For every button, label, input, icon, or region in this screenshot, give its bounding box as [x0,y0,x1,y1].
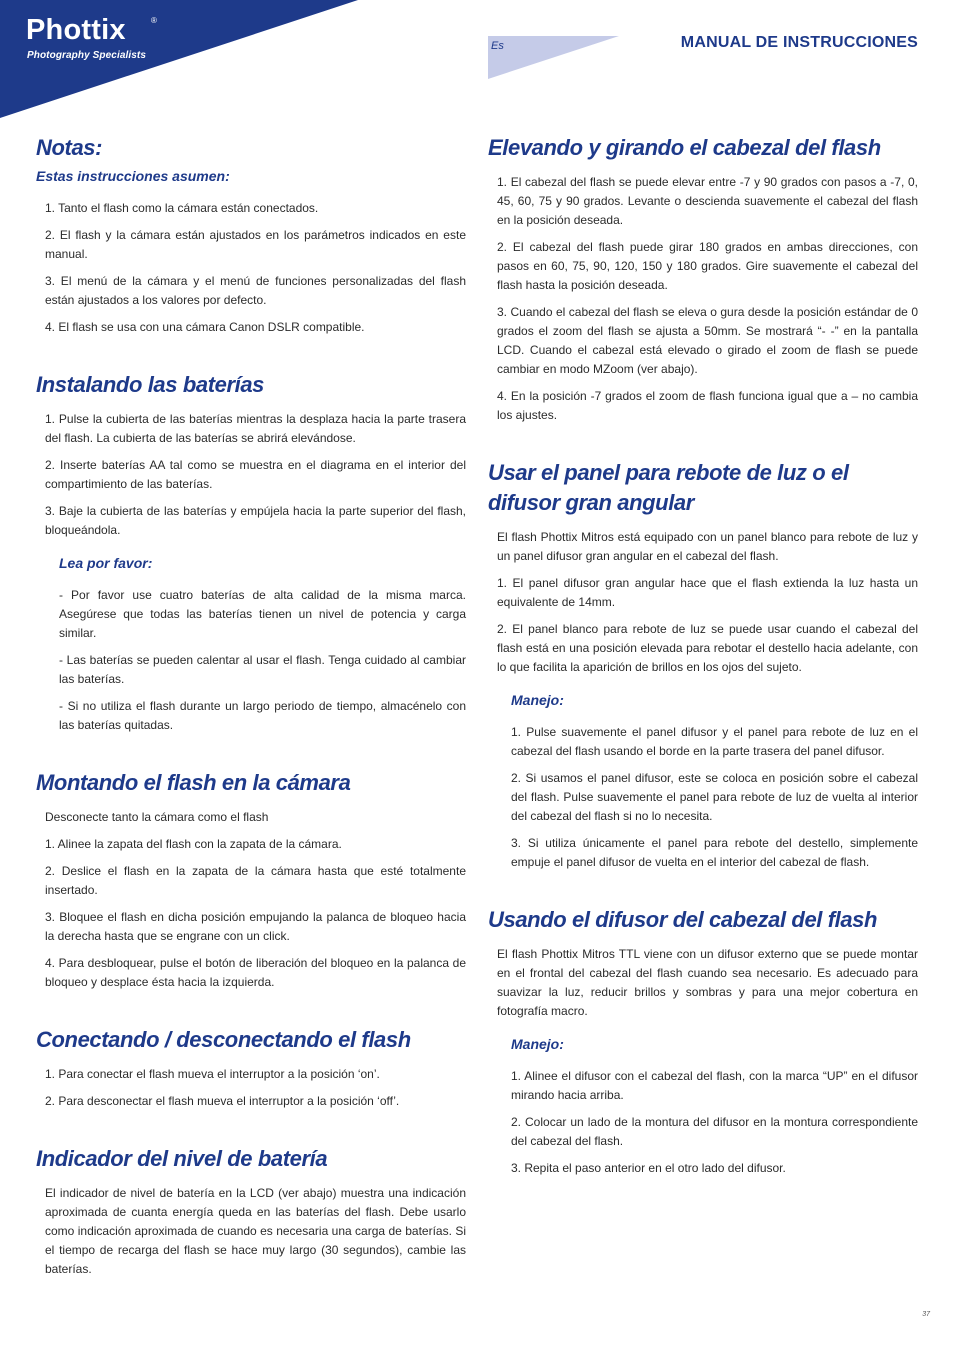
notas-item: 2. El flash y la cámara están ajustados en los parámetros indicados en este manual. [45,228,466,261]
panel-manejo-title: Manejo: [511,692,564,708]
panel-manejo-item: 3. Si utiliza únicamente el panel para rebote del destello, simplemente empuje el panel difusor de vuelta en el interior del cabezal de flash. [511,836,918,869]
brand-logo: Phottix [26,14,126,46]
right-column [488,128,918,1178]
elevando-item: 2. El cabezal del flash puede girar 180 grados en ambas direcciones, con pasos en 60, 75, 90, 120, 150 y 180 grados. Gire suavemente el cabezal del flash hasta la posición deseada. [497,240,918,292]
difusor-manejo-item: 3. Repita el paso anterior en el otro lado del difusor. [511,1161,786,1175]
elevando-item: 3. Cuando el cabezal del flash se eleva o gura desde la posición estándar de 0 grados el zoom del flash se ajusta a 50mm. Se mostrará “- -” en la pantalla LCD. Cuando el cabezal está elevado o girado el zoom de flash se puede cambiar en modo MZoom (ver abajo). [497,305,918,376]
elevando-item: 1. El cabezal del flash se puede elevar entre -7 y 90 grados con pasos a -7, 0, 45, 60, 75 y 90 grados. Levante o descienda suavemente el cabezal del flash en la posición deseada. [497,175,918,227]
baterias-item: 1. Pulse la cubierta de las baterías mientras la desplaza hacia la parte trasera del flash. La cubierta de las baterías se abrirá elevándose. [45,412,466,445]
panel-item: 2. El panel blanco para rebote de luz se puede usar cuando el cabezal del flash está en una posición elevada para rebotar el destello hacia adelante, con lo que facilita la aparición de brillos en los ojos del sujeto. [497,622,918,674]
montando-item: 2. Deslice el flash en la zapata de la cámara hasta que esté totalmente insertado. [45,864,466,897]
section-title-panel: Usar el panel para rebote de luz o el difusor gran angular [488,460,849,515]
montando-item: 3. Bloquee el flash en dicha posición empujando la palanca de bloqueo hacia la derecha hasta que se engrane con un click. [45,910,466,943]
montando-intro: Desconecte tanto la cámara como el flash [45,810,269,824]
notas-item: 3. El menú de la cámara y el menú de funciones personalizadas del flash están ajustados a los valores por defecto. [45,274,466,307]
conectando-item: 1. Para conectar el flash mueva el interruptor a la posición ‘on’. [45,1067,380,1081]
registered-mark: ® [151,16,157,25]
page-number: 37 [922,1311,930,1318]
montando-item: 1. Alinee la zapata del flash con la zapata de la cámara. [45,837,342,851]
notas-subtitle: Estas instrucciones asumen: [36,168,230,184]
manual-title: MANUAL DE INSTRUCCIONES [680,34,918,51]
panel-intro: El flash Phottix Mitros está equipado con un panel blanco para rebote de luz y un panel difusor gran angular en el cabezal del flash. [497,530,918,563]
notas-item: 1. Tanto el flash como la cámara están conectados. [45,201,319,215]
baterias-note: - Si no utiliza el flash durante un largo periodo de tiempo, almacénelo con las baterías quitadas. [59,699,466,732]
indicador-text: El indicador de nivel de batería en la LCD (ver abajo) muestra una indicación aproximada de cuanta energía queda en las baterías del flash. Debe usarlo como indicación aproximada de cuando es necesaria una carga de baterías. Si el tiempo de recarga del flash se hace muy largo (30 segundos), cambie las baterías. [45,1186,466,1276]
section-title-indicador: Indicador del nivel de batería [36,1146,328,1171]
baterias-note: - Las baterías se pueden calentar al usar el flash. Tenga cuidado al cambiar las baterías. [59,653,466,686]
difusor-intro: El flash Phottix Mitros TTL viene con un difusor externo que se puede montar en el frontal del cabezal del flash cuando sea necesario. Es adecuado para suavizar la luz, reducir brillos y sombras y para una mejor cobertura en fotografía macro. [497,947,918,1018]
section-title-notas: Notas: [36,135,103,160]
brand-tagline: Photography Specialists [27,50,146,61]
difusor-manejo-item: 1. Alinee el difusor con el cabezal del flash, con la marca “UP” en el difusor mirando hacia arriba. [511,1069,918,1102]
language-label: Es [491,40,504,52]
baterias-note-title: Lea por favor: [59,555,153,571]
section-title-elevando: Elevando y girando el cabezal del flash [488,135,881,160]
difusor-manejo-item: 2. Colocar un lado de la montura del difusor en la montura correspondiente del cabezal del flash. [511,1115,918,1148]
section-title-difusor: Usando el difusor del cabezal del flash [488,907,878,932]
section-title-conectando: Conectando / desconectando el flash [36,1027,411,1052]
panel-item: 1. El panel difusor gran angular hace que el flash extienda la luz hasta un equivalente de 14mm. [497,576,918,609]
section-title-baterias: Instalando las baterías [36,372,264,397]
baterias-item: 3. Baje la cubierta de las baterías y empújela hacia la parte superior del flash, bloqueándola. [45,504,466,537]
language-tab [488,36,620,80]
left-column [36,128,466,1279]
conectando-item: 2. Para desconectar el flash mueva el interruptor a la posición ‘off’. [45,1094,400,1108]
baterias-item: 2. Inserte baterías AA tal como se muestra en el diagrama en el interior del compartimiento de las baterías. [45,458,466,491]
elevando-item: 4. En la posición -7 grados el zoom de flash funciona igual que a – no cambia los ajustes. [497,389,918,422]
panel-manejo-item: 1. Pulse suavemente el panel difusor y el panel para rebote de luz en el cabezal del flash usando el borde en la parte trasera del panel difusor. [511,725,918,758]
montando-item: 4. Para desbloquear, pulse el botón de liberación del bloqueo en la palanca de bloqueo y desplace ésta hacia la izquierda. [45,956,466,989]
difusor-manejo-title: Manejo: [511,1036,564,1052]
baterias-note: - Por favor use cuatro baterías de alta calidad de la misma marca. Asegúrese que todas las baterías tienen un nivel de potencia y carga similar. [59,588,466,640]
notas-item: 4. El flash se usa con una cámara Canon DSLR compatible. [45,320,365,334]
section-title-montando: Montando el flash en la cámara [36,770,351,795]
panel-manejo-item: 2. Si usamos el panel difusor, este se coloca en posición sobre el cabezal del flash. Pulse suavemente el panel para rebote de luz de vuelta al interior del cabezal del flash si no lo necesita. [511,771,918,823]
